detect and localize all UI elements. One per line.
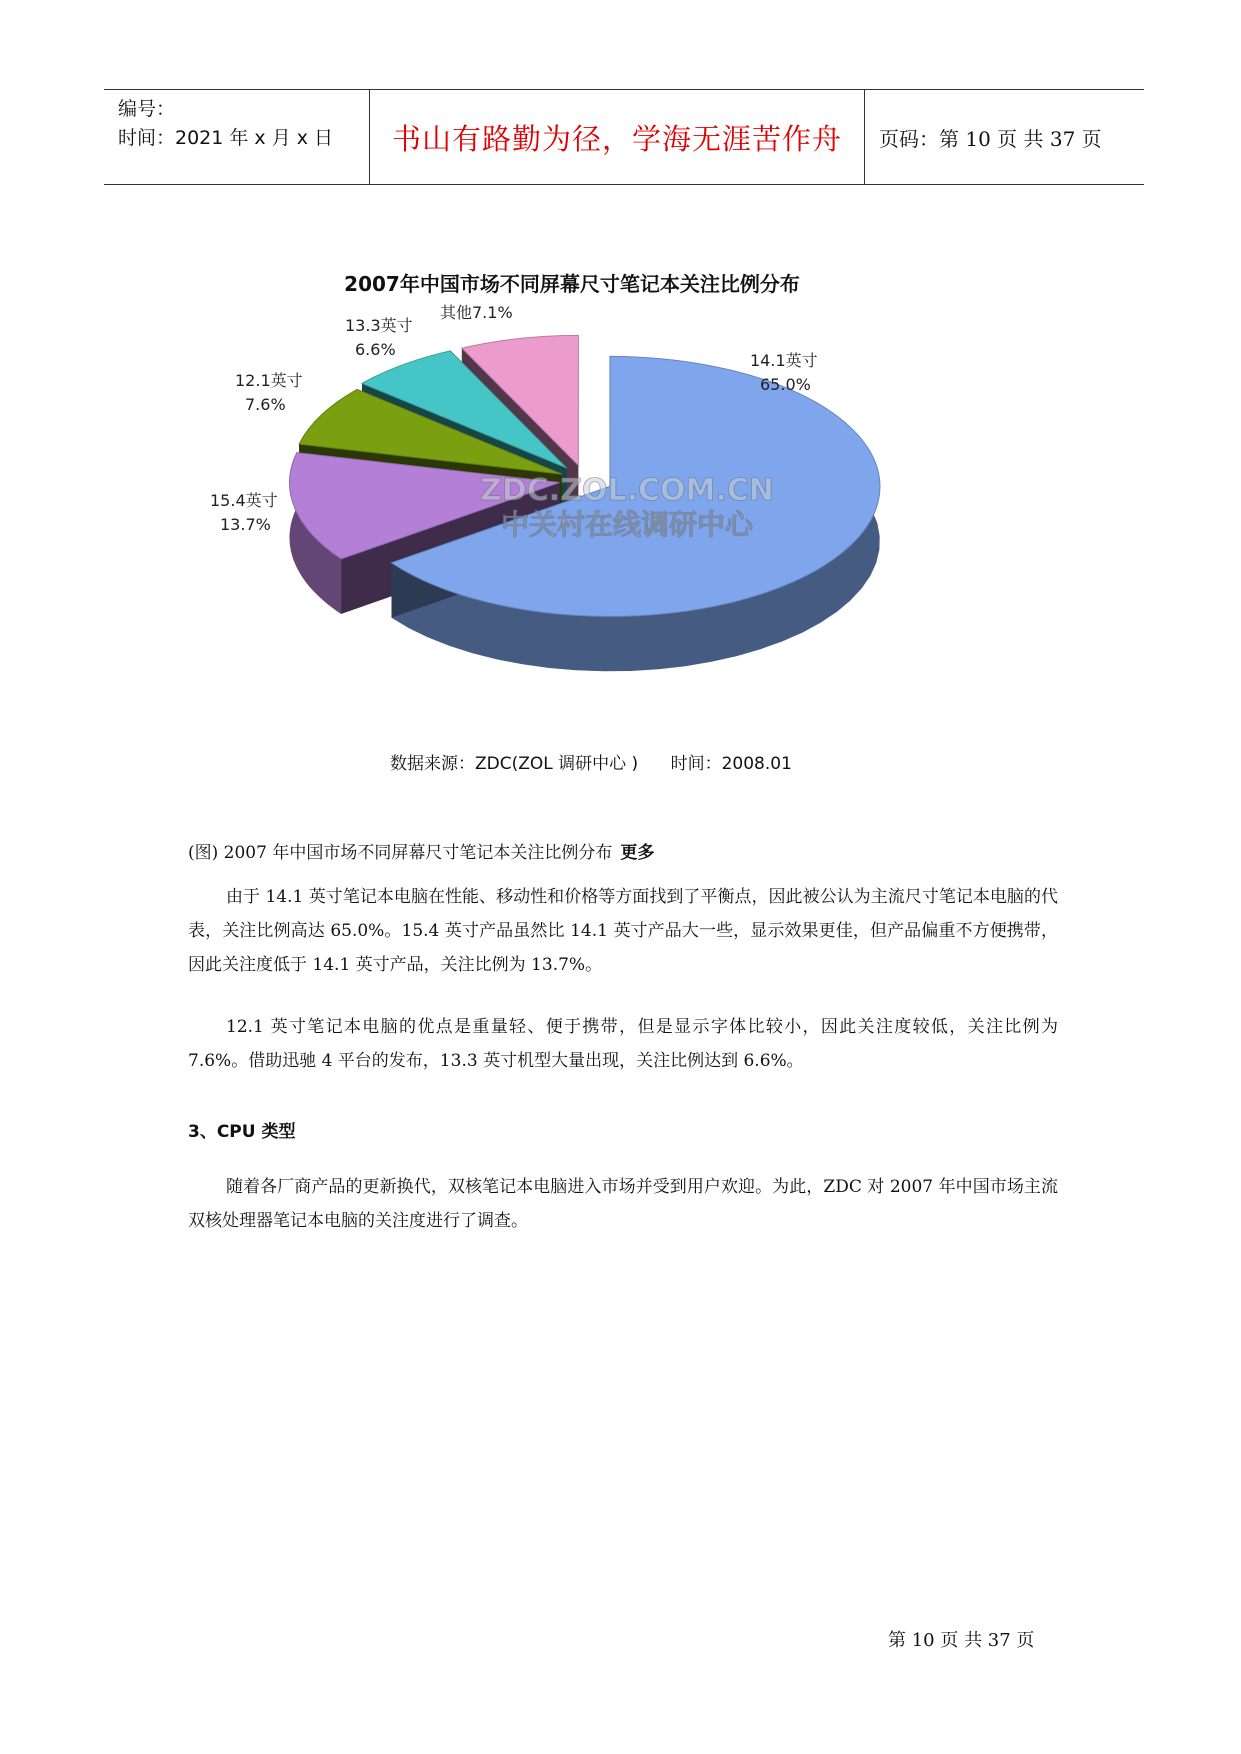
paragraph-1: 由于 14.1 英寸笔记本电脑在性能、移动性和价格等方面找到了平衡点，因此被公认为主流尺寸笔记本电脑的代表，关注比例高达 65.0%。15.4 英寸产品虽然比 14.1 英寸产品大一些，显示效果更佳，但产品偏重不方便携带，因此关注度低于 14.1 英寸产品，关注比例为 13.7%。 — [188, 887, 1058, 975]
chart-title: 2007年中国市场不同屏幕尺寸笔记本关注比例分布 — [344, 272, 800, 296]
page-code: 页码：第 10 页 共 37 页 — [879, 126, 1102, 151]
slice-value-label: 65.0% — [760, 375, 811, 394]
header-motto-cell — [370, 90, 865, 184]
chart-source: 数据来源：ZDC(ZOL 调研中心 ) 时间：2008.01 — [390, 754, 792, 774]
motto-text: 书山有路勤为径，学海无涯苦作舟 — [391, 121, 842, 156]
header-page-cell — [865, 90, 1144, 184]
slice-label: 15.4英寸 — [210, 491, 278, 510]
slice-label: 13.3英寸 — [345, 316, 413, 335]
pie-chart — [190, 303, 960, 700]
chart-watermark: ZDC.ZOL.COM.CN — [480, 473, 774, 508]
chart-watermark: 中关村在线调研中心 — [500, 508, 754, 541]
date-label: 时间：2021 年 x 月 x 日 — [118, 127, 334, 149]
slice-value-label: 13.7% — [220, 515, 271, 534]
header-meta-cell — [104, 90, 370, 184]
header-table — [104, 89, 1144, 185]
slice-value-label: 6.6% — [355, 340, 396, 359]
caption-text: (图) 2007 年中国市场不同屏幕尺寸笔记本关注比例分布 — [188, 843, 613, 863]
serial-number-label: 编号： — [118, 98, 176, 120]
paragraph-3: 随着各厂商产品的更新换代，双核笔记本电脑进入市场并受到用户欢迎。为此，ZDC 对 2007 年中国市场主流双核处理器笔记本电脑的关注度进行了调查。 — [188, 1177, 1058, 1231]
slice-label: 12.1英寸 — [235, 371, 303, 390]
page-footer: 第 10 页 共 37 页 — [888, 1630, 1035, 1651]
more-link[interactable]: 更多 — [620, 843, 655, 863]
slice-value-label: 7.6% — [245, 395, 286, 414]
slice-label: 其他7.1% — [440, 303, 513, 322]
section-title: 3、CPU 类型 — [188, 1122, 296, 1142]
slice-label: 14.1英寸 — [750, 351, 818, 370]
paragraph-2: 12.1 英寸笔记本电脑的优点是重量轻、便于携带，但是显示字体比较小，因此关注度较低，关注比例为 7.6%。借助迅驰 4 平台的发布，13.3 英寸机型大量出现，关注比例达到 6.6%。 — [188, 1017, 1058, 1071]
figure-caption — [188, 838, 654, 863]
